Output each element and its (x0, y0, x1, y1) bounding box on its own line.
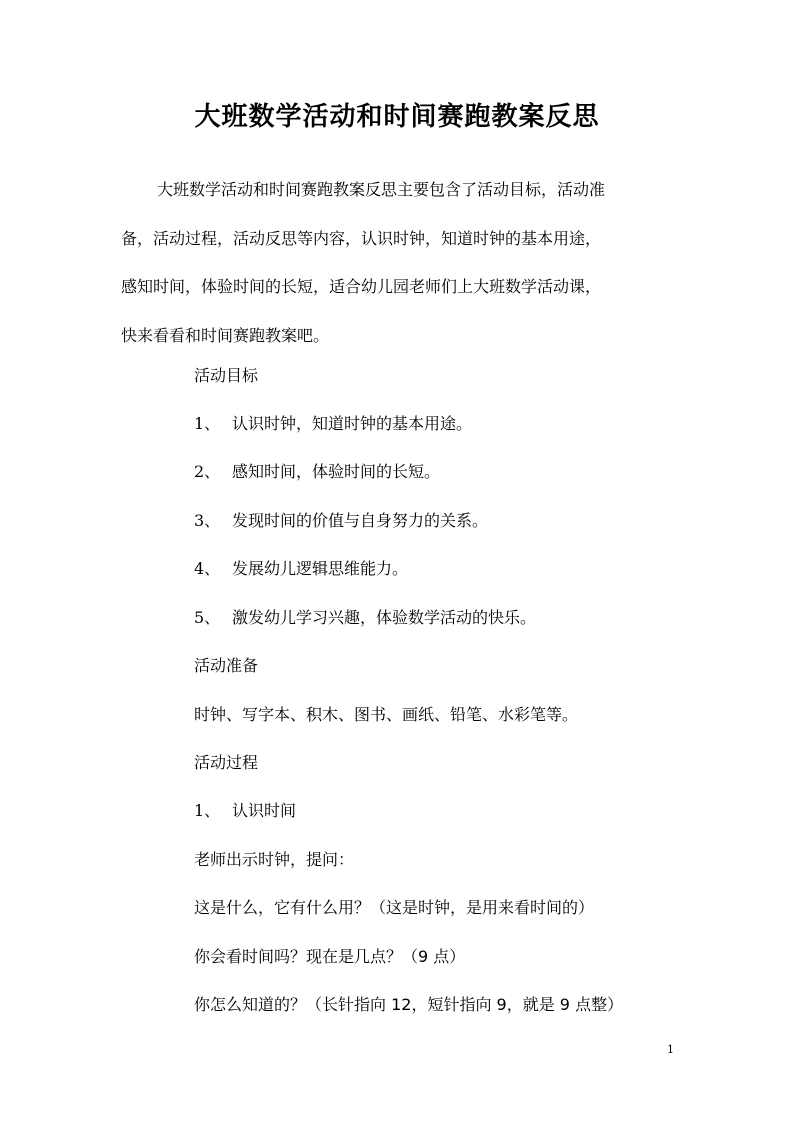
process-line: 你怎么知道的？（长针指向 12，短针指向 9，就是 9 点整） (194, 995, 624, 1014)
goal-text: 激发幼儿学习兴趣，体验数学活动的快乐。 (232, 608, 537, 627)
intro-line: 大班数学活动和时间赛跑教案反思主要包含了活动目标，活动准 (157, 180, 606, 199)
intro-line: 快来看看和时间赛跑教案吧。 (121, 325, 330, 345)
process-line: 你会看时间吗？现在是几点？（9 点） (194, 947, 466, 966)
process-line: 老师出示时钟，提问： (194, 850, 355, 869)
goals-heading: 活动目标 (194, 366, 259, 385)
process-step (194, 800, 296, 822)
goal-item (194, 558, 408, 580)
goal-item (194, 461, 440, 483)
goal-number: 4、 (194, 559, 221, 578)
goal-text: 感知时间，体验时间的长短。 (232, 462, 441, 481)
step-text: 认识时间 (232, 801, 297, 820)
goal-text: 认识时钟，知道时钟的基本用途。 (232, 414, 473, 433)
prep-text: 时钟、写字本、积木、图书、画纸、铅笔、水彩笔等。 (194, 705, 579, 724)
goal-item (194, 413, 472, 435)
page-number: 1 (667, 1043, 674, 1056)
goal-number: 2、 (194, 462, 221, 481)
prep-heading: 活动准备 (194, 656, 259, 675)
intro-line: 感知时间，体验时间的长短，适合幼儿园老师们上大班数学活动课， (121, 277, 602, 296)
goal-text: 发现时间的价值与自身努力的关系。 (232, 511, 489, 530)
page-title: 大班数学活动和时间赛跑教案反思 (194, 102, 600, 132)
goal-number: 1、 (194, 414, 221, 433)
intro-paragraph (121, 166, 693, 360)
process-heading: 活动过程 (194, 753, 259, 772)
goal-text: 发展幼儿逻辑思维能力。 (232, 559, 409, 578)
intro-line: 备，活动过程，活动反思等内容，认识时钟，知道时钟的基本用途， (121, 228, 602, 248)
goal-number: 5、 (194, 608, 221, 627)
goal-item (194, 607, 536, 629)
goal-item (194, 510, 488, 532)
goal-number: 3、 (194, 511, 221, 530)
process-line: 这是什么，它有什么用？（这是时钟，是用来看时间的） (194, 898, 595, 917)
step-number: 1、 (194, 801, 221, 820)
